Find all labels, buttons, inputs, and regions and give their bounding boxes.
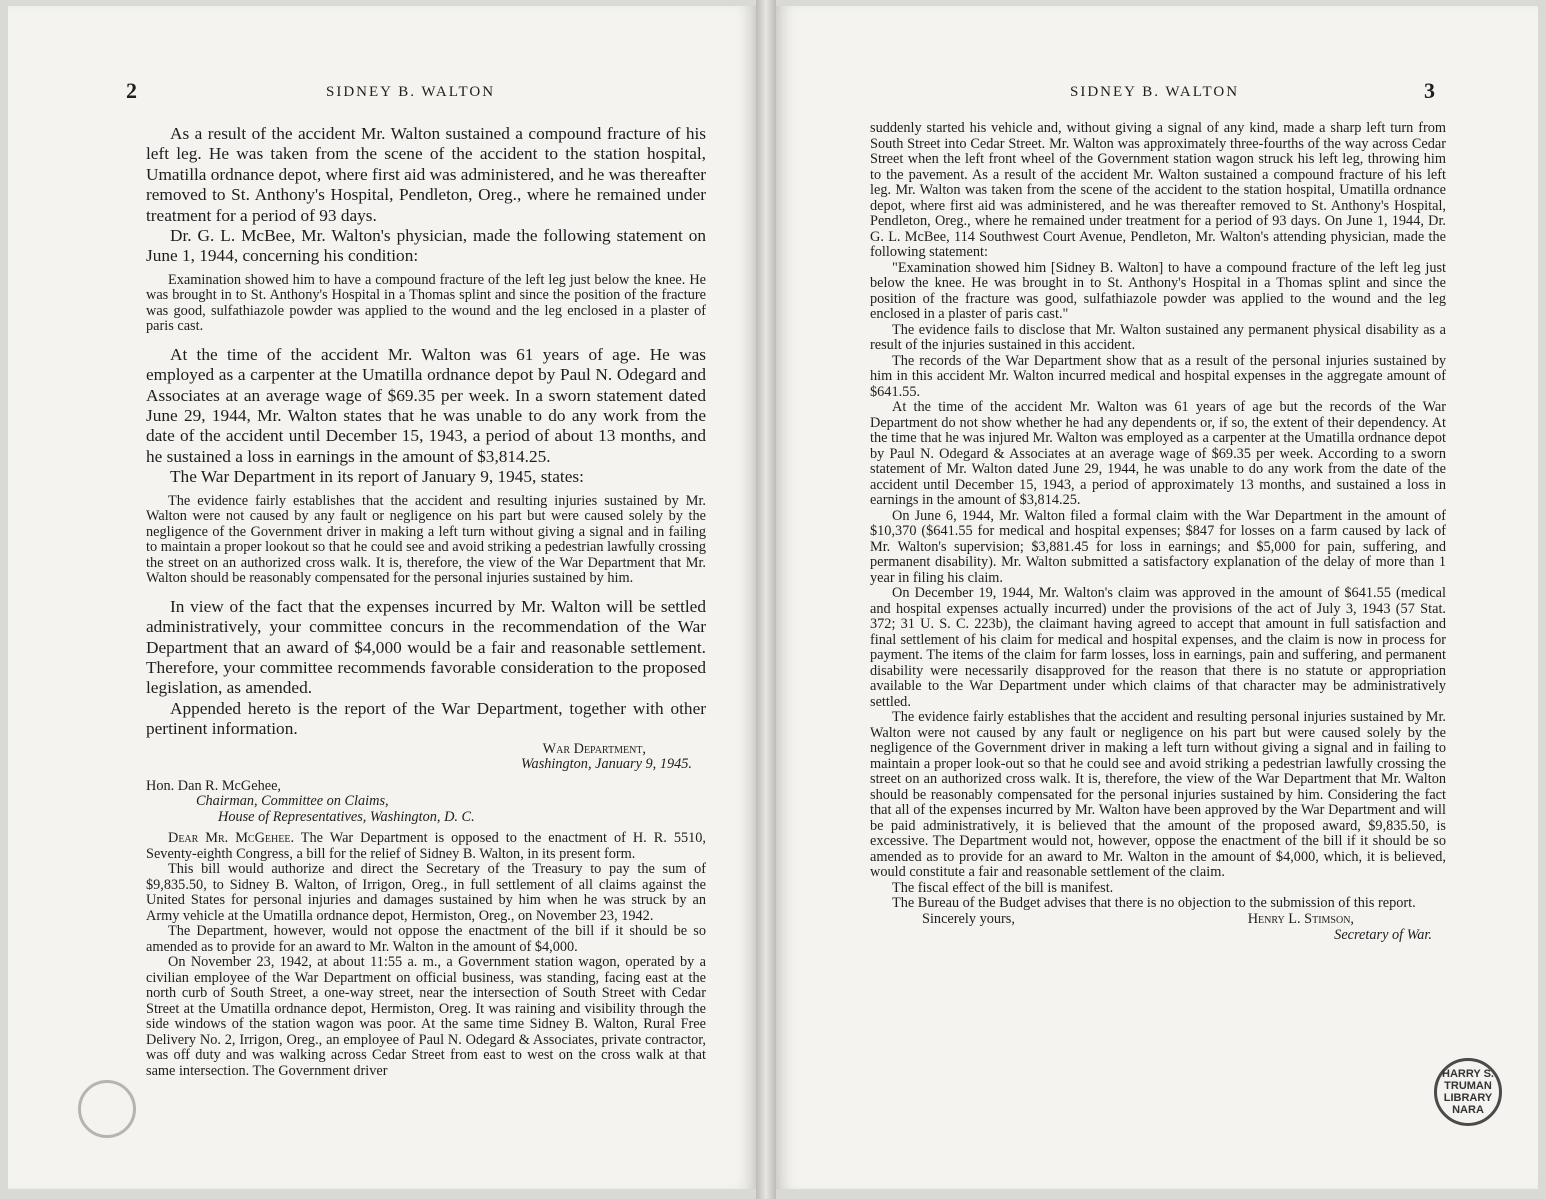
addressee-name: Hon. Dan R. McGehee, bbox=[146, 777, 281, 794]
truman-library-stamp bbox=[1434, 1058, 1502, 1126]
letter-paragraph: The fiscal effect of the bill is manifest. bbox=[892, 879, 1114, 896]
letter-paragraph: On November 23, 1942, at about 11:55 a. m., a Government station wagon, operated by a civilian employee of the War Department on official business, was standing, facing east at the north curb of South Street, a one-way street, near the intersection of South Street with Cedar Street at the Umatilla ordnance depot, Hermiston, Oreg. It was raining and visibility through the side windows of the station wagon was poor. At the same time Sidney B. Walton, Rural Free Delivery No. 2, Irrigon, Oreg., an employee of Paul N. Odegard & Associates, private contractor, was off duty and was walking across Cedar Street from east to west on the cross walk at that same intersection. The Government driver bbox=[146, 954, 706, 1079]
closing: Sincerely yours, bbox=[922, 910, 1015, 927]
addressee-org: House of Representatives, Washington, D. C. bbox=[218, 808, 475, 825]
paragraph: As a result of the accident Mr. Walton sustained a compound fracture of his left leg. He was taken from the scene of the accident to the station hospital, Umatilla ordnance depot, where first aid was administered, and he was thereafter removed to St. Anthony's Hospital, Pendleton, Oreg., where he remained under treatment for a period of 93 days. bbox=[146, 124, 706, 225]
letter-from: War Department, bbox=[542, 740, 646, 757]
stamp-text: HARRY S. TRUMAN LIBRARY NARA bbox=[1442, 1068, 1494, 1116]
paragraph: In view of the fact that the expenses incurred by Mr. Walton will be settled administratively, your committee concurs in the recommendation of the War Department that an award of $4,000 would be a fair and reasonable settlement. Therefore, your committee recommends favorable consideration to the proposed legislation, as amended. bbox=[146, 596, 706, 698]
right-page bbox=[776, 6, 1538, 1189]
letter-place-date: Washington, January 9, 1945. bbox=[520, 756, 692, 773]
letter-paragraph: The evidence fails to disclose that Mr. Walton sustained any permanent physical disability as a result of the injuries sustained in this accident. bbox=[870, 321, 1446, 353]
signer-name: Henry L. Stimson, bbox=[1247, 911, 1354, 927]
paragraph: Dr. G. L. McBee, Mr. Walton's physician, made the following statement on June 1, 1944, concerning his condition: bbox=[146, 226, 706, 266]
letter-paragraph: suddenly started his vehicle and, without giving a signal of any kind, made a sharp left turn from South Street into Cedar Street. Mr. Walton was approximately three-fourths of the way across Cedar Street when the left front wheel of the Government station wagon struck his left leg, throwing him to the pavement. As a result of the accident Mr. Walton sustained a compound fracture of his left leg. Mr. Walton was taken from the scene of the accident to the station hospital, Umatilla ordnance depot, where first aid was administered, and he was thereafter removed to St. Anthony's Hospital, Pendleton, Oreg., where he remained under treatment for a period of 93 days. On June 1, 1944, Dr. G. L. McBee, 114 Southwest Court Avenue, Pendleton, Mr. Walton's attending physician, made the following statement: bbox=[870, 120, 1446, 260]
page-number: 2 bbox=[126, 78, 137, 103]
letter-paragraph: At the time of the accident Mr. Walton was 61 years of age but the records of the War Department do not show whether he had any dependents or, if so, the extent of their dependency. At the time that he was injured Mr. Walton was employed as a carpenter at the Umatilla ordnance depot by Paul N. Odegard & Associates at an average wage of $69.35 per week. According to a sworn statement of Mr. Walton dated June 29, 1944, he was unable to do any work from the date of the accident until December 15, 1943, a period of approximately 13 months, and sustained a loss in earnings in the amount of $3,814.25. bbox=[870, 399, 1446, 508]
left-page bbox=[8, 6, 756, 1189]
right-column bbox=[870, 121, 1446, 943]
letter-paragraph: On June 6, 1944, Mr. Walton filed a formal claim with the War Department in the amount of $10,370 ($641.55 for medical and hospital expenses; $847 for losses on a farm caused by lack of Mr. Walton's supervision; $3,881.45 for loss in earnings; and $5,000 for pain, suffering, and permanent disability). Mr. Walton submitted a satisfactory explanation of the delay of more than 1 year in filing his claim. bbox=[870, 507, 1446, 586]
letter-paragraph: The Bureau of the Budget advises that there is no objection to the submission of this report. bbox=[892, 895, 1416, 911]
paragraph: Appended hereto is the report of the War Department, together with other pertinent information. bbox=[146, 698, 706, 739]
library-stamp-faint bbox=[78, 1080, 136, 1138]
page-gutter bbox=[756, 0, 776, 1199]
letter-paragraph: The records of the War Department show that as a result of the personal injuries sustained by him in this accident Mr. Walton incurred medical and hospital expenses in the aggregate amount of $641.55. bbox=[870, 352, 1446, 400]
letter-paragraph bbox=[146, 831, 706, 862]
running-head: SIDNEY B. WALTON bbox=[326, 84, 496, 100]
paragraph: At the time of the accident Mr. Walton was 61 years of age. He was employed as a carpenter at the Umatilla ordnance depot by Paul N. Odegard and Associates at an average wage of $69.35 per week. In a sworn statement dated June 29, 1944, Mr. Walton states that he was unable to do any work from the date of the accident until December 15, 1943, a period of about 13 months, and he sustained a loss in earnings in the amount of $3,814.25. bbox=[146, 344, 706, 466]
addressee-title: Chairman, Committee on Claims, bbox=[196, 793, 389, 810]
letter-paragraph: On December 19, 1944, Mr. Walton's claim was approved in the amount of $641.55 (medical and hospital expenses actually incurred) under the provisions of the act of July 3, 1943 (57 Stat. 372; 31 U. S. C. 223b), the claimant having agreed to accept that amount in full satisfaction and final settlement of his claim for medical and hospital expenses, and the claim is now in process for payment. The items of the claim for farm losses, loss in earnings, pain and suffering, and permanent disability were necessarily disapproved for the reason that there is no statute or appropriation available to the War Department under which claims of that character may be administratively settled. bbox=[870, 585, 1446, 710]
signer-title: Secretary of War. bbox=[1334, 926, 1432, 943]
left-column bbox=[146, 124, 706, 1079]
block-quote: Examination showed him to have a compound fracture of the left leg just below the knee. He was brought in to St. Anthony's Hospital in a Thomas splint and since the position of the fracture was good, sulfathiazole powder was applied to the wound and the leg enclosed in a plaster of paris cast. bbox=[146, 271, 706, 335]
quoted-statement: "Examination showed him [Sidney B. Walton] to have a compound fracture of the left leg just below the knee. He was brought in to St. Anthony's Hospital in a Thomas splint and since the position of the fracture was good, sulfathiazole powder was applied to the wound and the leg enclosed in a plaster of paris cast." bbox=[870, 259, 1446, 322]
letter-text: The War Department is opposed to the enactment of H. R. 5510, Seventy-eighth Congress, a bill for the relief of Sidney B. Walton, in its present form. bbox=[146, 830, 706, 862]
running-head: SIDNEY B. WALTON bbox=[1070, 84, 1240, 100]
letter-paragraph: The Department, however, would not oppose the enactment of the bill if it should be so amended as to provide for an award to Mr. Walton in the amount of $4,000. bbox=[146, 923, 706, 955]
block-quote: The evidence fairly establishes that the accident and resulting injuries sustained by Mr. Walton were not caused by any fault or negligence on his part but were caused solely by the negligence of the Government driver in making a left turn without giving a signal and in failing to maintain a proper lookout so that he could see and avoid striking a pedestrian lawfully crossing the street on an authorized cross walk. It is, therefore, the view of the War Department that Mr. Walton should be reasonably compensated for the personal injuries sustained by him. bbox=[146, 492, 706, 587]
letter-paragraph: The evidence fairly establishes that the accident and resulting personal injuries sustained by Mr. Walton were not caused by any fault or negligence on his part but were caused solely by the negligence of the Government driver in making a left turn without giving a signal and in failing to maintain a proper look-out so that he could see and avoid striking a pedestrian lawfully crossing the street on an authorized cross walk. It is, therefore, the view of the War Department that Mr. Walton should be reasonably compensated for the personal injuries sustained by him. Considering the fact that all of the expenses incurred by Mr. Walton have been approved by the War Department and will be paid administratively, it is believed that the amount of the proposed award, $9,835.50, is excessive. The Department would not, however, oppose the enactment of the bill if it should be so amended as to provide for an award to Mr. Walton in the amount of $4,000, which, it is believed, would constitute a fair and reasonable settlement of the claim. bbox=[870, 709, 1446, 880]
salutation: Dear Mr. McGehee. bbox=[168, 830, 295, 847]
letter-paragraph: This bill would authorize and direct the Secretary of the Treasury to pay the sum of $9,835.50, to Sidney B. Walton, of Irrigon, Oreg., in full settlement of all claims against the United States for personal injuries and damages sustained by him when he was struck by an Army vehicle at the Umatilla ordnance depot, Hermiston, Oreg., on November 23, 1942. bbox=[146, 861, 706, 924]
paragraph: The War Department in its report of January 9, 1945, states: bbox=[170, 467, 584, 487]
page-number: 3 bbox=[1424, 78, 1435, 103]
